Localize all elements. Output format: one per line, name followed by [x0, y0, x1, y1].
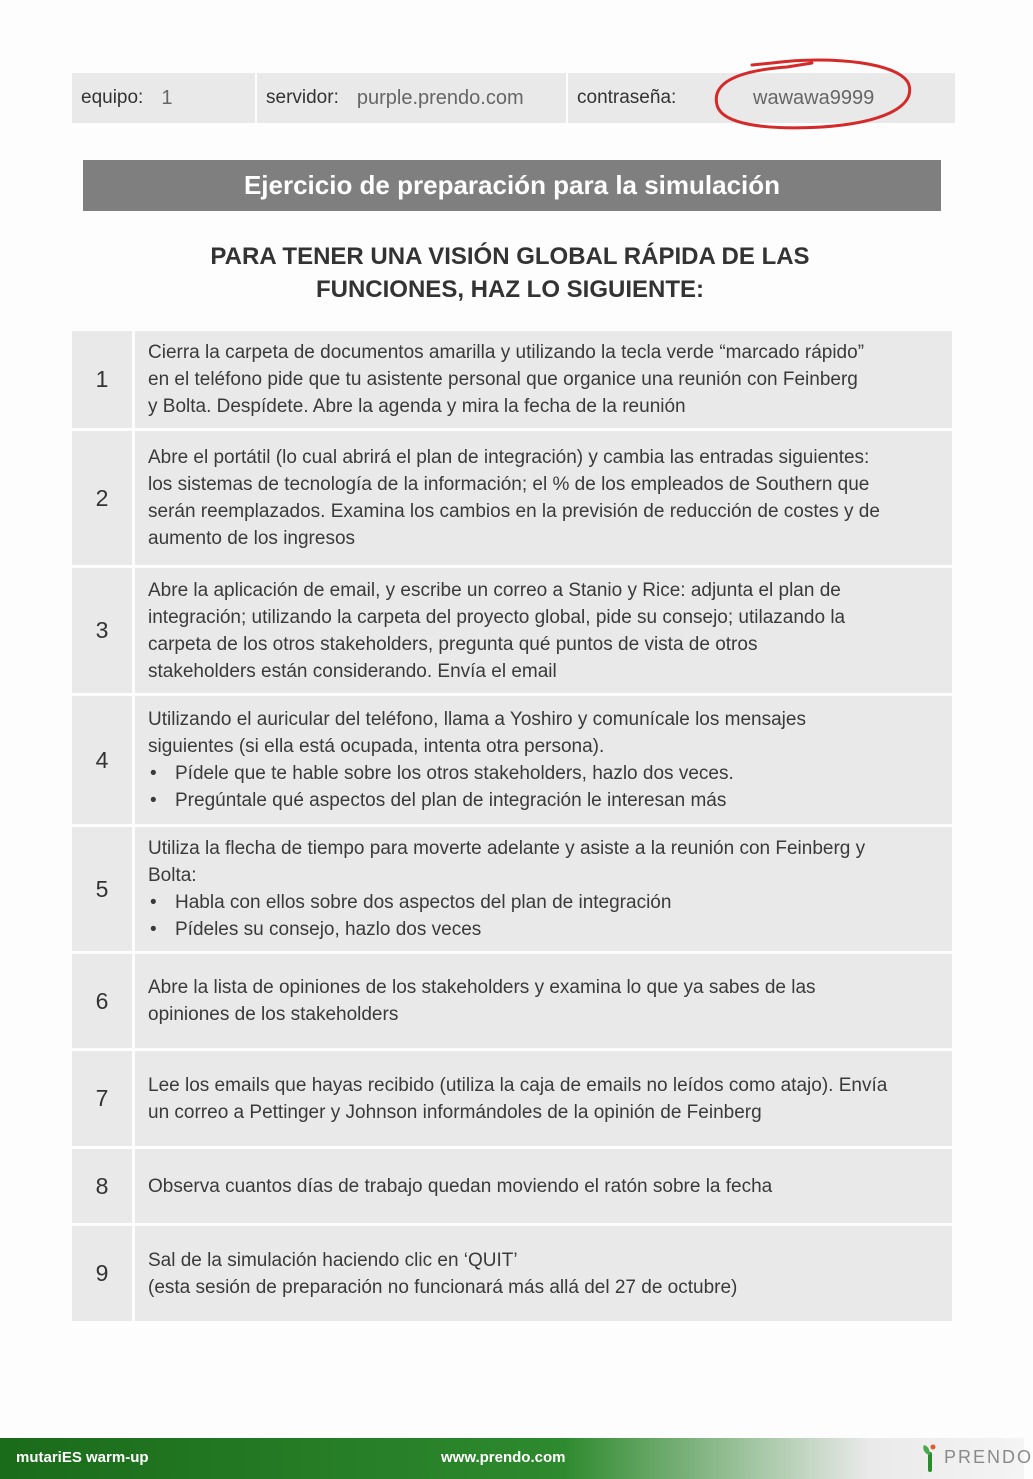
- step-number: 6: [72, 954, 132, 1048]
- step-text-line: carpeta de los otros stakeholders, pregunta qué puntos de vista de otros: [148, 633, 758, 655]
- step-text-line: Abre el portátil (lo cual abrirá el plan de integración) y cambia las entradas siguientes:: [148, 447, 870, 468]
- heading-line-1: PARA TENER UNA VISIÓN GLOBAL RÁPIDA DE LAS: [210, 243, 810, 270]
- footer-bar: [0, 1438, 1033, 1479]
- step-text: [135, 696, 952, 824]
- step-bullet: [148, 787, 940, 814]
- step-row: [72, 954, 952, 1048]
- bullet-dot-icon: •: [150, 892, 157, 913]
- footer-title: mutariES warm-up: [16, 1449, 149, 1466]
- server-value: purple.prendo.com: [356, 86, 524, 109]
- step-row: [72, 431, 952, 565]
- step-number: 8: [72, 1149, 132, 1223]
- step-text-line: opiniones de los stakeholders: [148, 1004, 399, 1025]
- team-label: equipo:: [81, 87, 144, 108]
- step-bullet: [148, 760, 940, 787]
- team-value: 1: [161, 86, 173, 109]
- prendo-logo: [920, 1442, 1033, 1472]
- credentials-bar: [72, 73, 955, 123]
- steps-table: [72, 331, 952, 1321]
- step-text: [135, 954, 952, 1048]
- step-bullet-text: Habla con ellos sobre dos aspectos del plan de integración: [175, 892, 672, 913]
- step-row: [72, 1149, 952, 1223]
- step-row: [72, 696, 952, 824]
- footer-website: www.prendo.com: [441, 1449, 566, 1466]
- step-text-line: los sistemas de tecnología de la información; el % de los empleados de Southern que: [148, 474, 870, 495]
- step-text-line: Utilizando el auricular del teléfono, llama a Yoshiro y comunícale los mensajes: [148, 709, 806, 730]
- step-text: [135, 431, 952, 565]
- step-text: [135, 331, 952, 428]
- step-text-line: Cierra la carpeta de documentos amarilla y utilizando la tecla verde “marcado rápido”: [148, 342, 865, 363]
- heading-line-2: FUNCIONES, HAZ LO SIGUIENTE:: [315, 276, 704, 303]
- step-row: [72, 568, 952, 693]
- step-text-line: (esta sesión de preparación no funcionará más allá del 27 de octubre): [148, 1276, 738, 1298]
- step-text-line: un correo a Pettinger y Johnson informándoles de la opinión de Feinberg: [148, 1101, 762, 1123]
- step-text-line: serán reemplazados. Examina los cambios en la previsión de reducción de costes y de: [148, 501, 880, 522]
- server-cell: [257, 73, 566, 123]
- step-text: [135, 1149, 952, 1223]
- step-text-line: integración; utilizando la carpeta del proyecto global, pide su consejo; utilazando la: [148, 606, 846, 628]
- step-text-line: stakeholders están considerando. Envía el email: [148, 660, 557, 682]
- bullet-dot-icon: •: [150, 790, 157, 811]
- step-number: 5: [72, 827, 132, 951]
- step-text-line: Abre la aplicación de email, y escribe un correo a Stanio y Rice: adjunta el plan de: [148, 579, 841, 601]
- step-bullet-text: Pregúntale qué aspectos del plan de integración le interesan más: [175, 790, 727, 811]
- step-number: 7: [72, 1051, 132, 1146]
- sprout-icon: [920, 1442, 940, 1472]
- password-label: contraseña:: [577, 87, 677, 108]
- instructions-heading: [100, 240, 920, 306]
- step-text: [135, 568, 952, 693]
- step-bullet-text: Pídeles su consejo, hazlo dos veces: [175, 919, 482, 940]
- bullet-dot-icon: •: [150, 919, 157, 940]
- step-text-line: Abre la lista de opiniones de los stakeholders y examina lo que ya sabes de las: [148, 977, 816, 998]
- step-number: 9: [72, 1226, 132, 1321]
- step-number: 2: [72, 431, 132, 565]
- password-value: wawawa9999: [753, 86, 875, 109]
- step-text: [135, 1226, 952, 1321]
- step-text-line: aumento de los ingresos: [148, 528, 356, 549]
- step-row: [72, 1226, 952, 1321]
- step-text: [135, 1051, 952, 1146]
- logo-text: PRENDO: [944, 1446, 1033, 1467]
- banner-title: Ejercicio de preparación para la simulación: [83, 160, 941, 211]
- bullet-dot-icon: •: [150, 763, 157, 784]
- step-bullet: [148, 916, 940, 943]
- step-text-line: Utiliza la flecha de tiempo para moverte adelante y asiste a la reunión con Feinberg y: [148, 838, 866, 859]
- step-text-line: siguientes (si ella está ocupada, intenta otra persona).: [148, 736, 605, 757]
- step-row: [72, 1051, 952, 1146]
- step-text-line: y Bolta. Despídete. Abre la agenda y mira la fecha de la reunión: [148, 396, 686, 417]
- server-label: servidor:: [266, 87, 339, 108]
- step-text-line: Lee los emails que hayas recibido (utiliza la caja de emails no leídos como atajo). Envía: [148, 1074, 888, 1096]
- step-text-line: Bolta:: [148, 865, 197, 886]
- step-bullet: [148, 889, 940, 916]
- step-number: 1: [72, 331, 132, 428]
- team-cell: [72, 73, 255, 123]
- step-bullet-text: Pídele que te hable sobre los otros stakeholders, hazlo dos veces.: [175, 763, 734, 784]
- step-text: [135, 827, 952, 951]
- step-text-line: Sal de la simulación haciendo clic en ‘QUIT’: [148, 1249, 518, 1271]
- step-text-line: en el teléfono pide que tu asistente personal que organice una reunión con Feinberg: [148, 369, 858, 390]
- step-row: [72, 331, 952, 428]
- step-number: 4: [72, 696, 132, 824]
- step-row: [72, 827, 952, 951]
- step-text-line: Observa cuantos días de trabajo quedan moviendo el ratón sobre la fecha: [148, 1175, 773, 1197]
- password-cell: [568, 73, 955, 123]
- step-number: 3: [72, 568, 132, 693]
